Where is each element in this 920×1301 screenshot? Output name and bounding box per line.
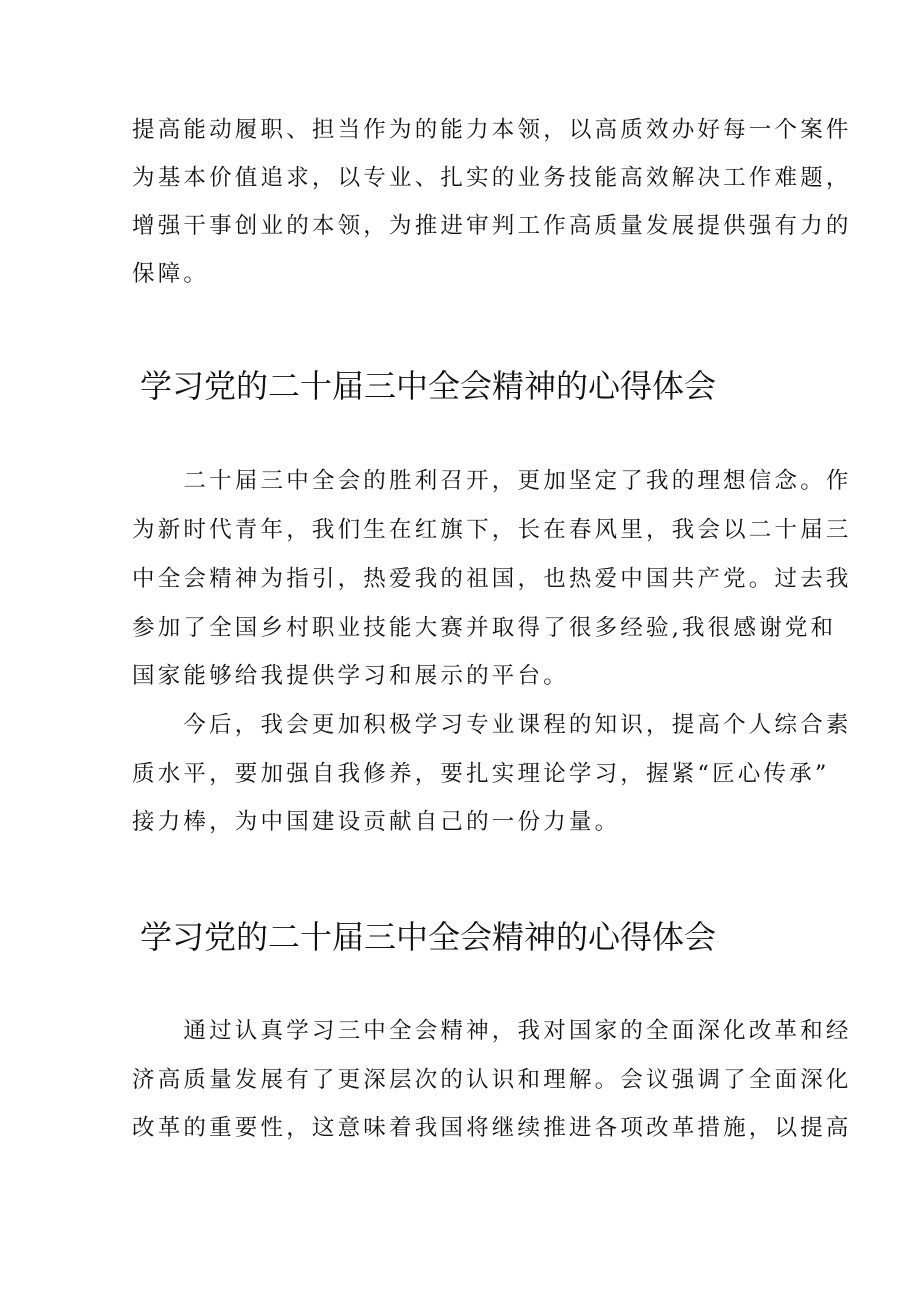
paragraph-line: 质水平，要加强自我修养，要扎实理论学习，握紧“匠心传承” [132,761,830,787]
paragraph-line: 济高质量发展有了更深层次的认识和理解。会议强调了全面深化 [132,1067,852,1093]
paragraph-line: 国家能够给我提供学习和展示的平台。 [132,663,569,689]
paragraph-line: 参加了全国乡村职业技能大赛并取得了很多经验,我很感谢党和 [132,615,837,641]
paragraph-line: 提高能动履职、担当作为的能力本领，以高质效办好每一个案件 [132,117,852,143]
paragraph-line: 通过认真学习三中全会精神，我对国家的全面深化改革和经 [132,1018,852,1044]
paragraph-line: 增强干事创业的本领，为推进审判工作高质量发展提供强有力的 [132,213,852,239]
section-heading: 学习党的二十届三中全会精神的心得体会 [140,367,717,405]
paragraph-line: 改革的重要性，这意味着我国将继续推进各项改革措施，以提高 [132,1115,852,1141]
paragraph-line: 接力棒，为中国建设贡献自己的一份力量。 [132,809,621,835]
paragraph-line: 今后，我会更加积极学习专业课程的知识，提高个人综合素 [132,712,852,738]
paragraph-line: 为新时代青年，我们生在红旗下，长在春风里，我会以二十届三 [132,517,852,543]
paragraph-line: 二十届三中全会的胜利召开，更加坚定了我的理想信念。作 [132,468,852,494]
paragraph-line: 保障。 [132,261,210,287]
paragraph-line: 为基本价值追求，以专业、扎实的业务技能高效解决工作难题， [132,165,852,191]
section-heading: 学习党的二十届三中全会精神的心得体会 [140,918,717,956]
paragraph-line: 中全会精神为指引，热爱我的祖国，也热爱中国共产党。过去我 [132,566,852,592]
